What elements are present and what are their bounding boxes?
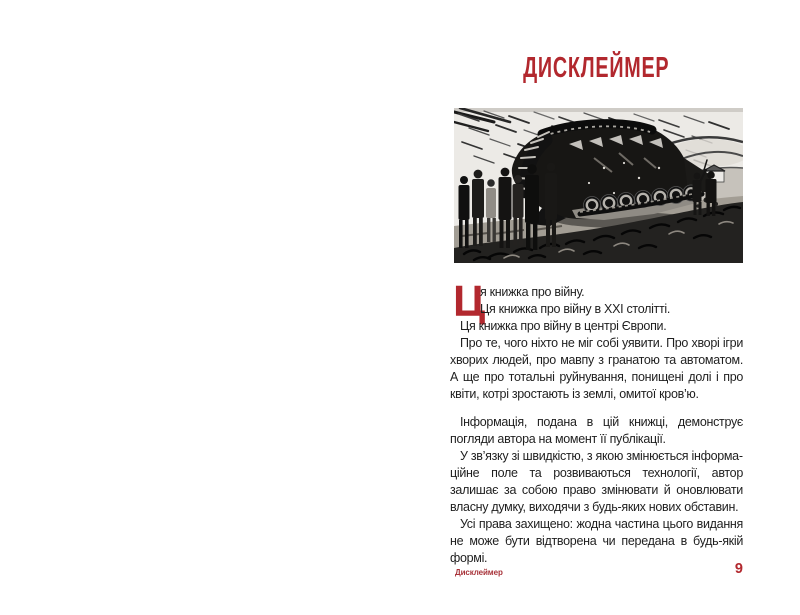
right-page	[400, 0, 800, 615]
paragraph-2: Ця книжка про війну в XXI столітті.	[480, 302, 671, 316]
paragraph-7: Усі права захищено: жодна частина цього видання не може бути відтворена чи передана в будь-якій формі.	[450, 517, 743, 565]
body-text	[450, 277, 743, 567]
tank-illustration-svg	[454, 108, 743, 263]
drop-cap: Ц	[453, 277, 485, 326]
page-footer	[450, 561, 743, 577]
paragraph-3: Ця книжка про війну в центрі Європи.	[460, 319, 667, 333]
tank-illustration	[454, 108, 743, 263]
chapter-title	[450, 52, 743, 83]
paragraph-6: У зв’язку зі швидкістю, з якою змінюється інформаційне поле та розвиваються технології, автор залишає за собою право змінювати й оновлювати власну думку, виходячи з будь-яких нових обставин.	[450, 449, 743, 514]
paragraph-1: я книжка про війну.	[480, 285, 585, 299]
paragraph-5: Інформація, подана в цій книжці, демонструє погляди автора на момент її публікації.	[450, 415, 743, 446]
running-title: Дисклеймер	[455, 568, 503, 577]
chapter-title-text: ДИСКЛЕЙМЕР	[523, 50, 670, 84]
page-number: 9	[734, 561, 743, 577]
paragraph-4: Про те, чого ніхто не міг собі уявити. Про хворі ігри хворих людей, про мавпу з гранатою та автоматом. А ще про тотальні руйнування, понищені долі і про квіти, котрі зростають із землі, омитої кров’ю.	[450, 336, 743, 401]
